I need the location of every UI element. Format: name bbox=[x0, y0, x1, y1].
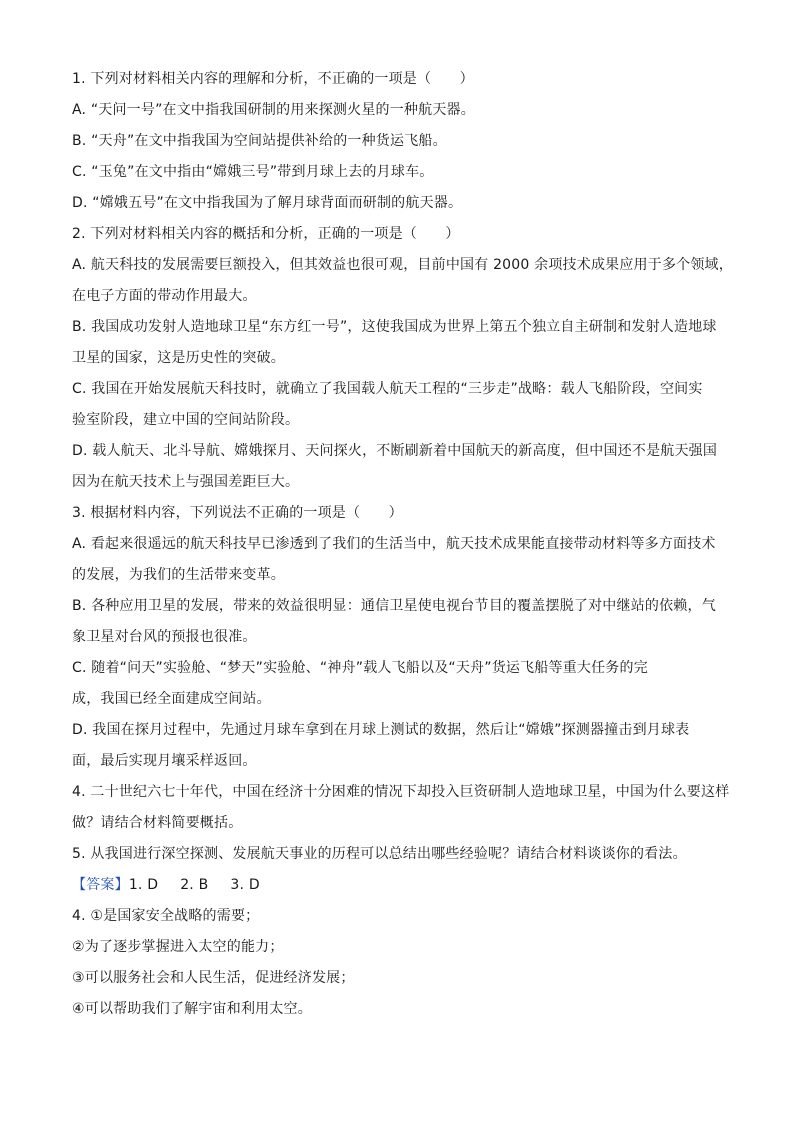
answer4-line-2: ②为了逐步掌握进入太空的能力； bbox=[72, 939, 284, 955]
q2-option-b-cont: 卫星的国家，这是历史性的突破。 bbox=[72, 350, 285, 366]
q3-option-c: C. 随着“问天”实验舱、“梦天”实验舱、“神舟”载人飞船以及“天舟”货运飞船等重大任务的完 bbox=[72, 660, 648, 676]
q2-option-c: C. 我国在开始发展航天科技时，就确立了我国载人航天工程的“三步走”战略：载人飞船阶段，空间实 bbox=[72, 381, 703, 397]
answer4-line-3: ③可以服务社会和人民生活，促进经济发展； bbox=[72, 970, 355, 986]
answer-2: 2. B bbox=[180, 877, 209, 893]
answer-row bbox=[72, 870, 732, 901]
q2-option-a-cont: 在电子方面的带动作用最大。 bbox=[72, 288, 257, 304]
q1-option-b: B. “天舟”在文中指我国为空间站提供补给的一种货运飞船。 bbox=[72, 133, 447, 149]
answer4-line-1: 4. ①是国家安全战略的需要； bbox=[72, 908, 260, 924]
document-page bbox=[72, 64, 732, 1025]
answer-1: 1. D bbox=[128, 877, 159, 893]
answer-3: 3. D bbox=[230, 877, 260, 893]
q3-option-d: D. 我国在探月过程中，先通过月球车拿到在月球上测试的数据，然后让“嫦娥”探测器撞击到月球表 bbox=[72, 722, 690, 738]
q2-option-a: A. 航天科技的发展需要巨额投入，但其效益也很可观，目前中国有 2000 余项技术成果应用于多个领域， bbox=[72, 257, 733, 273]
q3-option-d-cont: 面，最后实现月壤采样返回。 bbox=[72, 753, 257, 769]
q2-stem: 2. 下列对材料相关内容的概括和分析，正确的一项是（ ） bbox=[72, 226, 460, 242]
q5-stem: 5. 从我国进行深空探测、发展航天事业的历程可以总结出哪些经验呢？请结合材料谈谈你的看法。 bbox=[72, 846, 687, 862]
q3-option-b: B. 各种应用卫星的发展，带来的效益很明显：通信卫星使电视台节目的覆盖摆脱了对中继站的依赖，气 bbox=[72, 598, 716, 614]
q2-option-d: D. 载人航天、北斗导航、嫦娥探月、天问探火，不断刷新着中国航天的新高度，但中国还不是航天强国 bbox=[72, 443, 718, 459]
answer-tag: 【答案】 bbox=[72, 877, 129, 893]
q2-option-b: B. 我国成功发射人造地球卫星“东方红一号”，这使我国成为世界上第五个独立自主研制和发射人造地球 bbox=[72, 319, 717, 335]
q3-option-b-cont: 象卫星对台风的预报也很准。 bbox=[72, 629, 257, 645]
q3-option-a: A. 看起来很遥远的航天科技早已渗透到了我们的生活当中，航天技术成果能直接带动材料等多方面技术 bbox=[72, 536, 716, 552]
answer4-line-4: ④可以帮助我们了解宇宙和利用太空。 bbox=[72, 1001, 312, 1017]
q3-option-a-cont: 的发展，为我们的生活带来变革。 bbox=[72, 567, 285, 583]
q2-option-c-cont: 验室阶段，建立中国的空间站阶段。 bbox=[72, 412, 300, 428]
q1-stem: 1. 下列对材料相关内容的理解和分析，不正确的一项是（ ） bbox=[72, 71, 474, 87]
q4-stem: 4. 二十世纪六七十年代，中国在经济十分困难的情况下却投入巨资研制人造地球卫星，中国为什么要这样 bbox=[72, 784, 730, 800]
q1-option-c: C. “玉兔”在文中指由“嫦娥三号”带到月球上去的月球车。 bbox=[72, 164, 434, 180]
q3-option-c-cont: 成，我国已经全面建成空间站。 bbox=[72, 691, 271, 707]
q3-stem: 3. 根据材料内容，下列说法不正确的一项是（ ） bbox=[72, 505, 403, 521]
q2-option-d-cont: 因为在航天技术上与强国差距巨大。 bbox=[72, 474, 300, 490]
q1-option-d: D. “嫦娥五号”在文中指我国为了解月球背面而研制的航天器。 bbox=[72, 195, 463, 211]
q1-option-a: A. “天问一号”在文中指我国研制的用来探测火星的一种航天器。 bbox=[72, 102, 475, 118]
q4-stem-cont: 做？请结合材料简要概括。 bbox=[72, 815, 243, 831]
